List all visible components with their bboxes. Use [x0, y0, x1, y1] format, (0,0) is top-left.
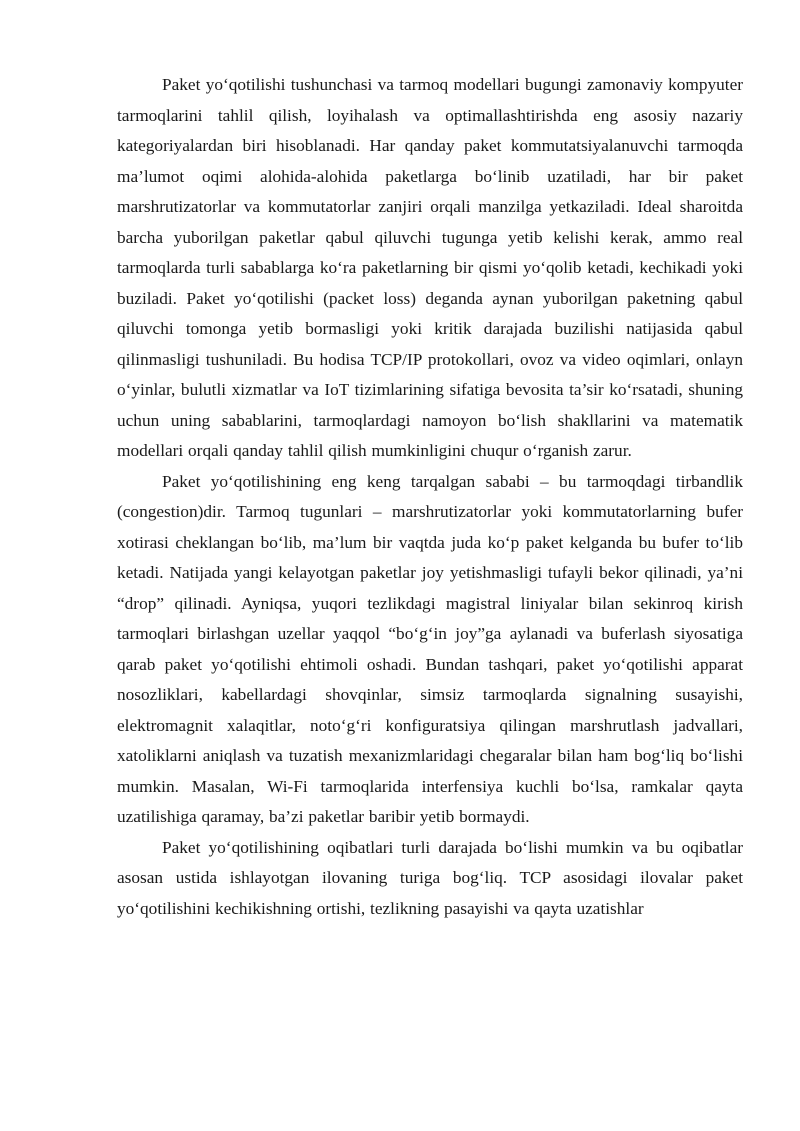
paragraph-2: Paket yo‘qotilishining eng keng tarqalgan sababi – bu tarmoqdagi tirbandlik (congestion)dir. Tarmoq tugunlari – marshrutizatorlar yoki kommutatorlarning bufer xotirasi cheklangan bo‘lib, ma’lum bir vaqtda juda ko‘p paket kelganda bu bufer to‘lib ketadi. Natijada yangi kelayotgan paketlar joy yetishmasligi tufayli bekor qilinadi, ya’ni “drop” qilinadi. Ayniqsa, yuqori tezlikdagi magistral liniyalar bilan sekinroq kirish tarmoqlari birlashgan uzellar yaqqol “bo‘g‘in joy”ga aylanadi va buferlash siyosatiga qarab paket yo‘qotilishi ehtimoli oshadi. Bundan tashqari, paket yo‘qotilishi apparat nosozliklari, kabellardagi shovqinlar, simsiz tarmoqlarda signalning susayishi, elektromagnit xalaqitlar, noto‘g‘ri konfiguratsiya qilingan marshrutlash jadvallari, xatoliklarni aniqlash va tuzatish mexanizmlaridagi chegaralar bilan ham bog‘liq bo‘lishi mumkin. Masalan, Wi-Fi tarmoqlarida interfensiya kuchli bo‘lsa, ramkalar qayta uzatilishiga qaramay, ba’zi paketlar baribir yetib bormaydi.	[117, 471, 743, 826]
paragraph-3: Paket yo‘qotilishining oqibatlari turli darajada bo‘lishi mumkin va bu oqibatlar asosan ustida ishlayotgan ilovaning turiga bog‘liq. TCP asosidagi ilovalar paket yo‘qotilishini kechikishning ortishi, tezlikning pasayishi va qayta uzatishlar	[117, 837, 743, 918]
paragraph-1: Paket yo‘qotilishi tushunchasi va tarmoq modellari bugungi zamonaviy kompyuter tarmoqlarini tahlil qilish, loyihalash va optimallashtirishda eng asosiy nazariy kategoriyalardan biri hisoblanadi. Har qanday paket kommutatsiyalanuvchi tarmoqda ma’lumot oqimi alohida-alohida paketlarga bo‘linib uzatiladi, har bir paket marshrutizatorlar va kommutatorlar zanjiri orqali manzilga yetkaziladi. Ideal sharoitda barcha yuborilgan paketlar qabul qiluvchi tugunga yetib kelishi kerak, ammo real tarmoqlarda turli sabablarga ko‘ra paketlarning bir qismi yo‘qolib ketadi, kechikadi yoki buziladi. Paket yo‘qotilishi (packet loss) deganda aynan yuborilgan paketning qabul qiluvchi tomonga yetib bormasligi yoki kritik darajada buzilishi natijasida qabul qilinmasligi tushuniladi. Bu hodisa TCP/IP protokollari, ovoz va video oqimlari, onlayn o‘yinlar, bulutli xizmatlar va IoT tizimlarining sifatiga bevosita ta’sir ko‘rsatadi, shuning uchun uning sabablarini, tarmoqlardagi namoyon bo‘lish shakllarini va matematik modellari orqali qanday tahlil qilish mumkinligini chuqur o‘rganish zarur.	[117, 75, 743, 460]
